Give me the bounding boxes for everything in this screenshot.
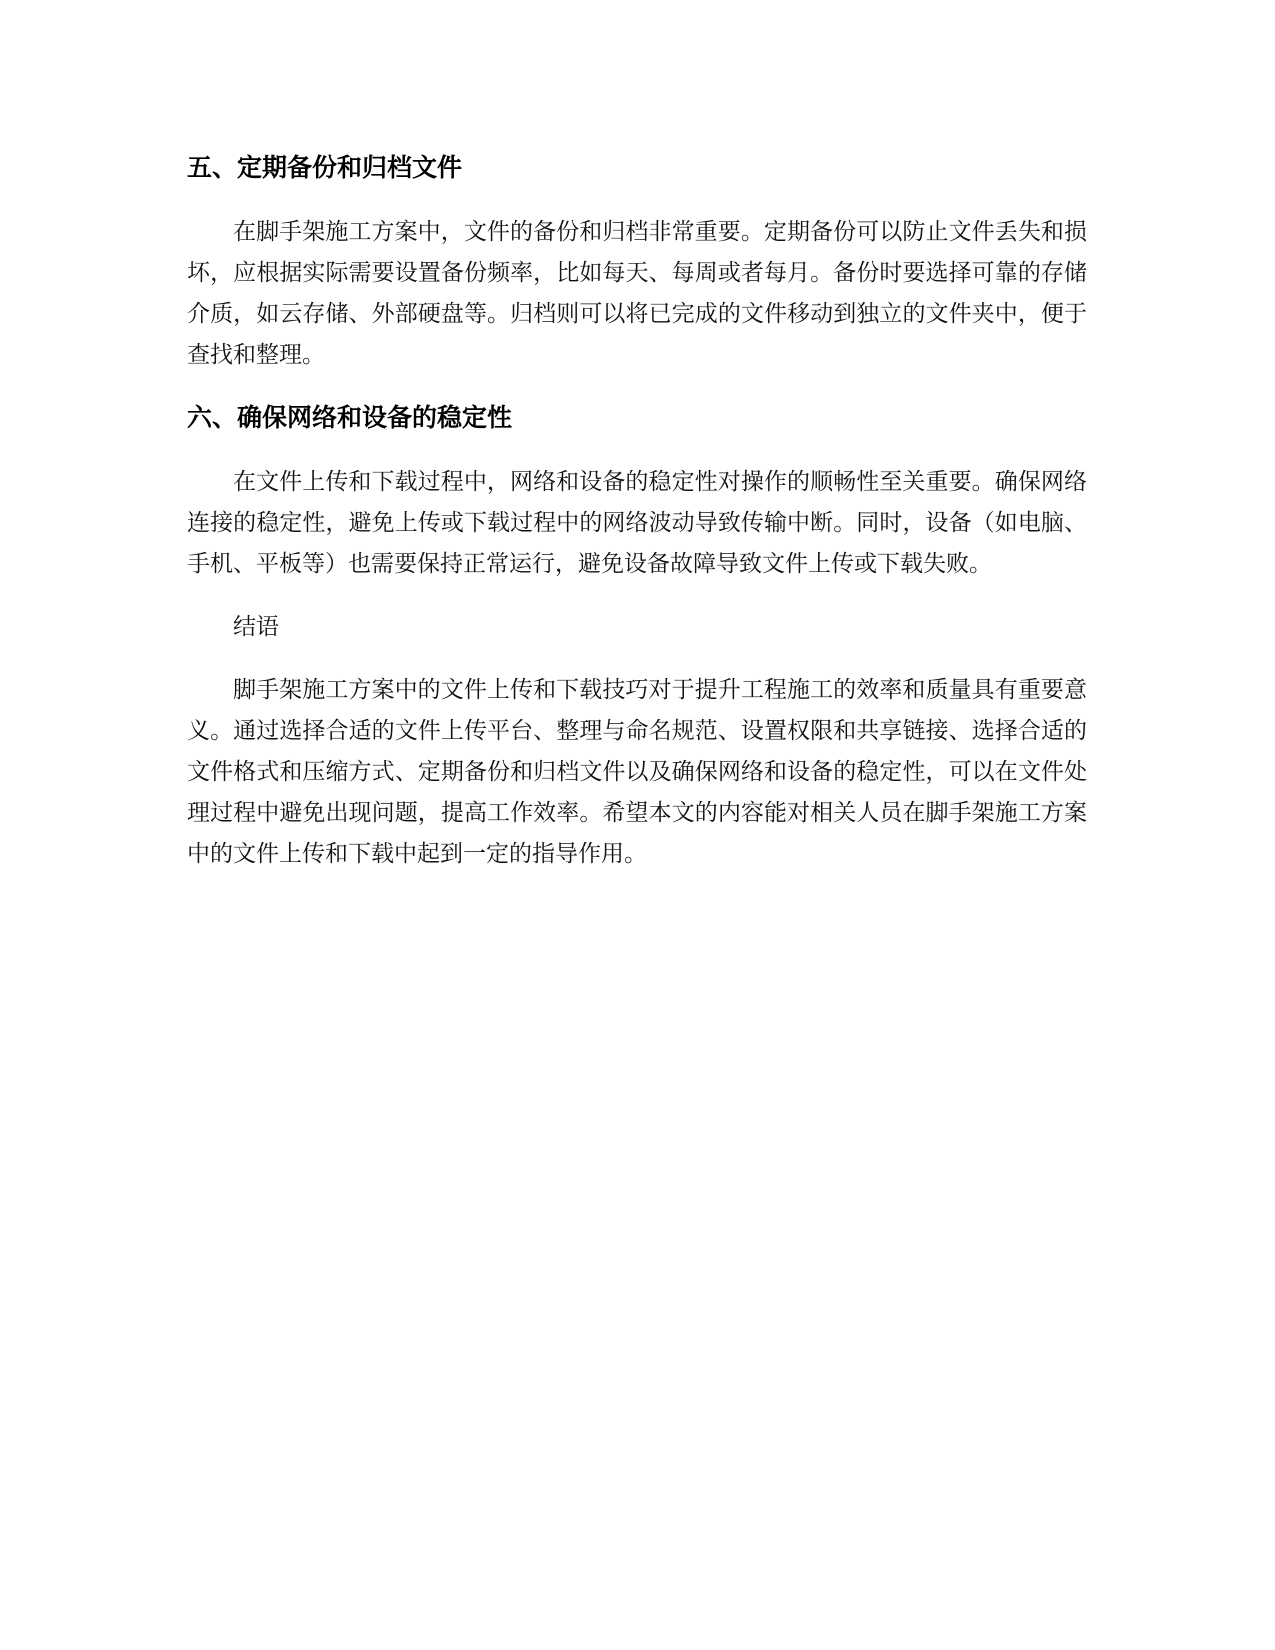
- section-5-paragraph: 在脚手架施工方案中，文件的备份和归档非常重要。定期备份可以防止文件丢失和损坏，应根据实际需要设置备份频率，比如每天、每周或者每月。备份时要选择可靠的存储介质，如云存储、外部硬盘等。归档则可以将已完成的文件移动到独立的文件夹中，便于查找和整理。: [187, 219, 1087, 368]
- conclusion-title: 结语: [233, 614, 279, 640]
- section-6-heading: 六、确保网络和设备的稳定性: [187, 403, 513, 432]
- section-5-heading: 五、定期备份和归档文件: [187, 153, 463, 182]
- section-6-paragraph: 在文件上传和下载过程中，网络和设备的稳定性对操作的顺畅性至关重要。确保网络连接的稳定性，避免上传或下载过程中的网络波动导致传输中断。同时，设备（如电脑、手机、平板等）也需要保持正常运行，避免设备故障导致文件上传或下载失败。: [187, 469, 1087, 577]
- document-body: [187, 150, 1087, 875]
- conclusion-paragraph: 脚手架施工方案中的文件上传和下载技巧对于提升工程施工的效率和质量具有重要意义。通过选择合适的文件上传平台、整理与命名规范、设置权限和共享链接、选择合适的文件格式和压缩方式、定期备份和归档文件以及确保网络和设备的稳定性，可以在文件处理过程中避免出现问题，提高工作效率。希望本文的内容能对相关人员在脚手架施工方案中的文件上传和下载中起到一定的指导作用。: [187, 677, 1087, 867]
